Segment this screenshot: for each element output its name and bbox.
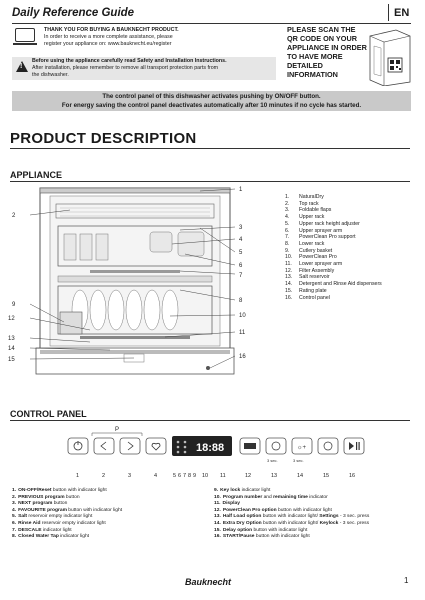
- control-item-b: Extra Dry Option: [222, 520, 262, 526]
- parts-item-label: Detergent and Rinse Aid dispensers: [299, 281, 382, 288]
- safety-line: the dishwasher.: [32, 72, 69, 78]
- control-item-b: Closed Water Tap: [18, 534, 59, 540]
- callout-8: 8: [239, 298, 243, 304]
- qr-instruction: PLEASE SCAN THE QR CODE ON YOUR APPLIANCE IN ORDER TO HAVE MORE DETAILED INFORMATION: [287, 25, 367, 79]
- panel-num-9: 9: [193, 473, 197, 479]
- parts-list-item: [285, 221, 382, 228]
- parts-list-item: [285, 261, 382, 268]
- parts-list: [285, 194, 382, 301]
- control-item-n: 5.: [12, 514, 17, 520]
- control-list-item: [12, 514, 212, 521]
- control-list-item: [214, 514, 419, 521]
- parts-item-number: 10.: [285, 254, 293, 261]
- control-item-b: PowerClean Pro option: [222, 507, 277, 513]
- control-panel-notice: [12, 91, 411, 111]
- parts-item-label: NaturalDry: [299, 194, 324, 200]
- parts-list-item: [285, 281, 382, 288]
- page-number: 1: [404, 576, 409, 585]
- laptop-base: [13, 43, 37, 45]
- control-item-b: Program number: [222, 494, 263, 500]
- parts-list-item: [285, 201, 382, 208]
- control-list-item: [12, 521, 212, 528]
- parts-item-label: Upper rack height adjuster: [299, 220, 360, 227]
- on-off-button[interactable]: [68, 438, 88, 454]
- panel-num-5: 5: [173, 473, 177, 479]
- parts-list-item: [285, 274, 382, 281]
- callout-15: 15: [8, 357, 15, 363]
- control-item-n: 16.: [214, 534, 221, 540]
- control-item-t: button with indicator light/: [261, 520, 320, 526]
- notice-line-2: For energy saving the control panel deactivates automatically after 10 minutes if no cycle has started.: [61, 101, 362, 109]
- callout-4: 4: [239, 237, 243, 243]
- control-list-item: [214, 534, 419, 541]
- control-item-n: 14.: [214, 520, 221, 526]
- three-sec-half-load: 3 sec.: [267, 458, 278, 463]
- panel-num-8: 8: [188, 473, 192, 479]
- parts-item-number: 15.: [285, 287, 293, 294]
- panel-num-10: 10: [202, 473, 209, 479]
- register-note: [44, 27, 274, 48]
- control-item-t: button with indicator light/: [261, 514, 320, 520]
- parts-list-item: [285, 207, 382, 214]
- control-item-b: PREVIOUS program: [18, 494, 65, 500]
- parts-item-label: Lower sprayer arm: [299, 261, 343, 268]
- language-label: EN: [394, 7, 410, 19]
- extra-dry-icon: ☼+: [297, 445, 307, 451]
- control-item-n: 15.: [214, 527, 221, 533]
- parts-list-item: [285, 248, 382, 255]
- control-item-b2: Settings: [319, 514, 339, 520]
- half-load-button[interactable]: [266, 438, 286, 454]
- appliance-diagram: [0, 182, 285, 392]
- panel-num-11: 11: [220, 473, 226, 479]
- parts-list-item: [285, 268, 382, 275]
- control-panel-list-right: [214, 488, 419, 541]
- callout-2: 2: [12, 213, 16, 219]
- parts-item-number: 2.: [285, 200, 290, 207]
- parts-item-number: 7.: [285, 234, 290, 241]
- callout-13: 13: [8, 336, 15, 342]
- p-label: P: [115, 427, 120, 433]
- parts-list-item: [285, 234, 382, 241]
- thanks-line: In order to receive a more complete assistance, please: [44, 34, 173, 40]
- parts-item-number: 6.: [285, 227, 290, 234]
- guide-title: Daily Reference Guide: [12, 7, 135, 19]
- control-item-n: 11.: [214, 501, 221, 507]
- control-item-t: reservoir empty indicator light: [40, 520, 106, 526]
- control-item-n: 2.: [12, 494, 17, 500]
- display-digits: 18:88: [196, 442, 225, 454]
- control-item-n: 12.: [214, 507, 221, 513]
- callout-3: 3: [239, 225, 243, 231]
- parts-list-item: [285, 228, 382, 235]
- control-panel-list-left: [12, 488, 212, 541]
- panel-num-13: 13: [271, 473, 278, 479]
- parts-list-item: [285, 295, 382, 302]
- callout-16: 16: [239, 354, 246, 360]
- parts-item-number: 4.: [285, 214, 290, 221]
- header-rule: [12, 23, 411, 24]
- control-item-b: Delay option: [222, 527, 253, 533]
- parts-list-item: [285, 194, 382, 201]
- parts-item-label: Rating plate: [299, 287, 327, 294]
- control-item-t: button: [64, 494, 80, 500]
- panel-num-4: 4: [154, 473, 158, 479]
- panel-num-2: 2: [102, 473, 106, 479]
- control-item-n: 4.: [12, 507, 17, 513]
- control-panel-diagram: [60, 424, 370, 484]
- thanks-title: THANK YOU FOR BUYING A BAUKNECHT PRODUCT.: [44, 27, 179, 33]
- parts-item-label: Upper rack: [299, 214, 325, 221]
- control-item-b: START/Pause: [222, 534, 255, 540]
- control-item-t: indicator light: [58, 534, 90, 540]
- control-item-t: button with indicator light: [276, 507, 332, 513]
- parts-item-number: 16.: [285, 294, 293, 301]
- parts-item-number: 9.: [285, 247, 290, 254]
- safety-line: After installation, please remember to remove all transport protection parts from: [32, 65, 219, 71]
- delay-button[interactable]: [318, 438, 338, 454]
- callout-6: 6: [239, 263, 243, 269]
- control-item-b: Salt: [18, 514, 28, 520]
- callout-14: 14: [8, 346, 15, 352]
- panel-num-14: 14: [297, 473, 304, 479]
- callout-5: 5: [239, 250, 243, 256]
- control-item-n: 3.: [12, 501, 17, 507]
- callout-9: 9: [12, 302, 16, 308]
- parts-list-item: [285, 254, 382, 261]
- control-item-t2: - 3 sec. press: [338, 520, 370, 526]
- laptop-icon: [15, 28, 35, 42]
- parts-list-item: [285, 241, 382, 248]
- control-panel-heading: CONTROL PANEL: [10, 409, 87, 419]
- parts-item-number: 3.: [285, 207, 290, 214]
- product-description-title: PRODUCT DESCRIPTION: [10, 130, 197, 147]
- panel-num-3: 3: [128, 473, 132, 479]
- callout-11: 11: [239, 330, 246, 336]
- control-item-t2: indicator: [307, 494, 328, 500]
- control-item-b: Rinse Aid: [18, 520, 41, 526]
- control-item-n: 1.: [12, 488, 17, 493]
- parts-item-number: 5.: [285, 220, 290, 227]
- control-item-n: 7.: [12, 527, 17, 533]
- parts-item-label: PowerClean Pro: [299, 254, 337, 261]
- control-item-b: Display: [222, 501, 240, 507]
- dishwasher-qr-illustration: [366, 28, 414, 86]
- header-divider: [388, 4, 389, 21]
- next-button[interactable]: [120, 438, 140, 454]
- control-item-b: NEXT program: [18, 501, 53, 507]
- control-list-item: [214, 501, 419, 508]
- safety-title: Before using the appliance carefully read Safety and Installation Instructions.: [32, 58, 227, 64]
- control-item-b: ON-OFF/Reset: [18, 488, 52, 493]
- parts-item-label: Salt reservoir: [299, 274, 330, 281]
- control-item-b: FAVOURITE program: [18, 507, 67, 513]
- parts-item-label: Top rack: [299, 200, 319, 207]
- callout-1: 1: [239, 187, 243, 193]
- control-item-n: 6.: [12, 520, 17, 526]
- bauknecht-logo: Bauknecht: [185, 577, 232, 587]
- parts-item-number: 8.: [285, 240, 290, 247]
- control-item-n: 8.: [12, 534, 17, 540]
- control-panel-rule: [10, 420, 410, 421]
- control-item-b2: remaining time: [273, 494, 308, 500]
- control-item-t: button with indicator light: [66, 507, 123, 513]
- panel-num-6: 6: [178, 473, 182, 479]
- notice-line-1: The control panel of this dishwasher activates pushing by ON/OFF button.: [102, 93, 321, 100]
- control-list-item: [214, 488, 419, 495]
- favourite-button[interactable]: [146, 438, 166, 454]
- parts-item-label: Filter Assembly: [299, 267, 335, 274]
- control-item-t: reservoir empty indicator light: [27, 514, 93, 520]
- control-item-b: Key lock: [220, 488, 241, 493]
- three-sec-extra-dry: 3 sec.: [293, 458, 304, 463]
- appliance-heading: APPLIANCE: [10, 170, 63, 180]
- parts-item-number: 12.: [285, 267, 293, 274]
- control-item-n: 13.: [214, 514, 221, 520]
- panel-num-1: 1: [76, 473, 80, 479]
- safety-text: [32, 58, 277, 79]
- control-item-t2: - 3 sec. press: [338, 514, 370, 520]
- control-item-b2: Keylock: [319, 520, 339, 526]
- control-list-item: [12, 534, 212, 541]
- parts-list-item: [285, 288, 382, 295]
- control-list-item: [214, 521, 419, 528]
- control-item-t: and: [262, 494, 274, 500]
- control-item-b: Half Load option: [222, 514, 262, 520]
- control-list-item: [12, 501, 212, 508]
- control-list-item: [214, 495, 419, 502]
- control-item-n: 9.: [214, 488, 219, 493]
- control-list-item: [12, 488, 212, 495]
- control-item-n: 10.: [214, 494, 221, 500]
- parts-item-label: PowerClean Pro support: [299, 234, 356, 241]
- panel-num-16: 16: [349, 473, 356, 479]
- panel-num-15: 15: [323, 473, 330, 479]
- title-rule: [10, 148, 410, 149]
- callout-12: 12: [8, 316, 15, 322]
- register-line: register your appliance on: www.bauknecht.eu/register: [44, 41, 172, 47]
- parts-item-label: Foldable flaps: [299, 207, 332, 214]
- warning-exclamation: !: [20, 63, 23, 70]
- parts-item-label: Lower rack: [299, 240, 325, 247]
- control-item-t: button with indicator light: [254, 534, 310, 540]
- control-item-t: button: [52, 501, 68, 507]
- parts-item-label: Cutlery basket: [299, 247, 333, 254]
- parts-item-number: 13.: [285, 274, 293, 281]
- control-item-t: button with indicator light: [51, 488, 107, 493]
- previous-button[interactable]: [94, 438, 114, 454]
- powerclean-icon: [244, 443, 256, 449]
- parts-item-number: 1.: [285, 194, 290, 200]
- control-item-b: DESCALE: [18, 527, 42, 533]
- parts-item-label: Upper sprayer arm: [299, 227, 343, 234]
- callout-7: 7: [239, 273, 243, 279]
- parts-item-number: 11.: [285, 261, 292, 268]
- parts-item-number: 14.: [285, 281, 293, 288]
- control-item-t: indicator light: [41, 527, 72, 533]
- control-item-t: button with indicator light: [252, 527, 308, 533]
- parts-list-item: [285, 214, 382, 221]
- control-item-t: indicator light: [240, 488, 271, 493]
- panel-num-7: 7: [183, 473, 187, 479]
- panel-num-12: 12: [245, 473, 252, 479]
- callout-10: 10: [239, 313, 246, 319]
- parts-item-label: Control panel: [299, 294, 330, 301]
